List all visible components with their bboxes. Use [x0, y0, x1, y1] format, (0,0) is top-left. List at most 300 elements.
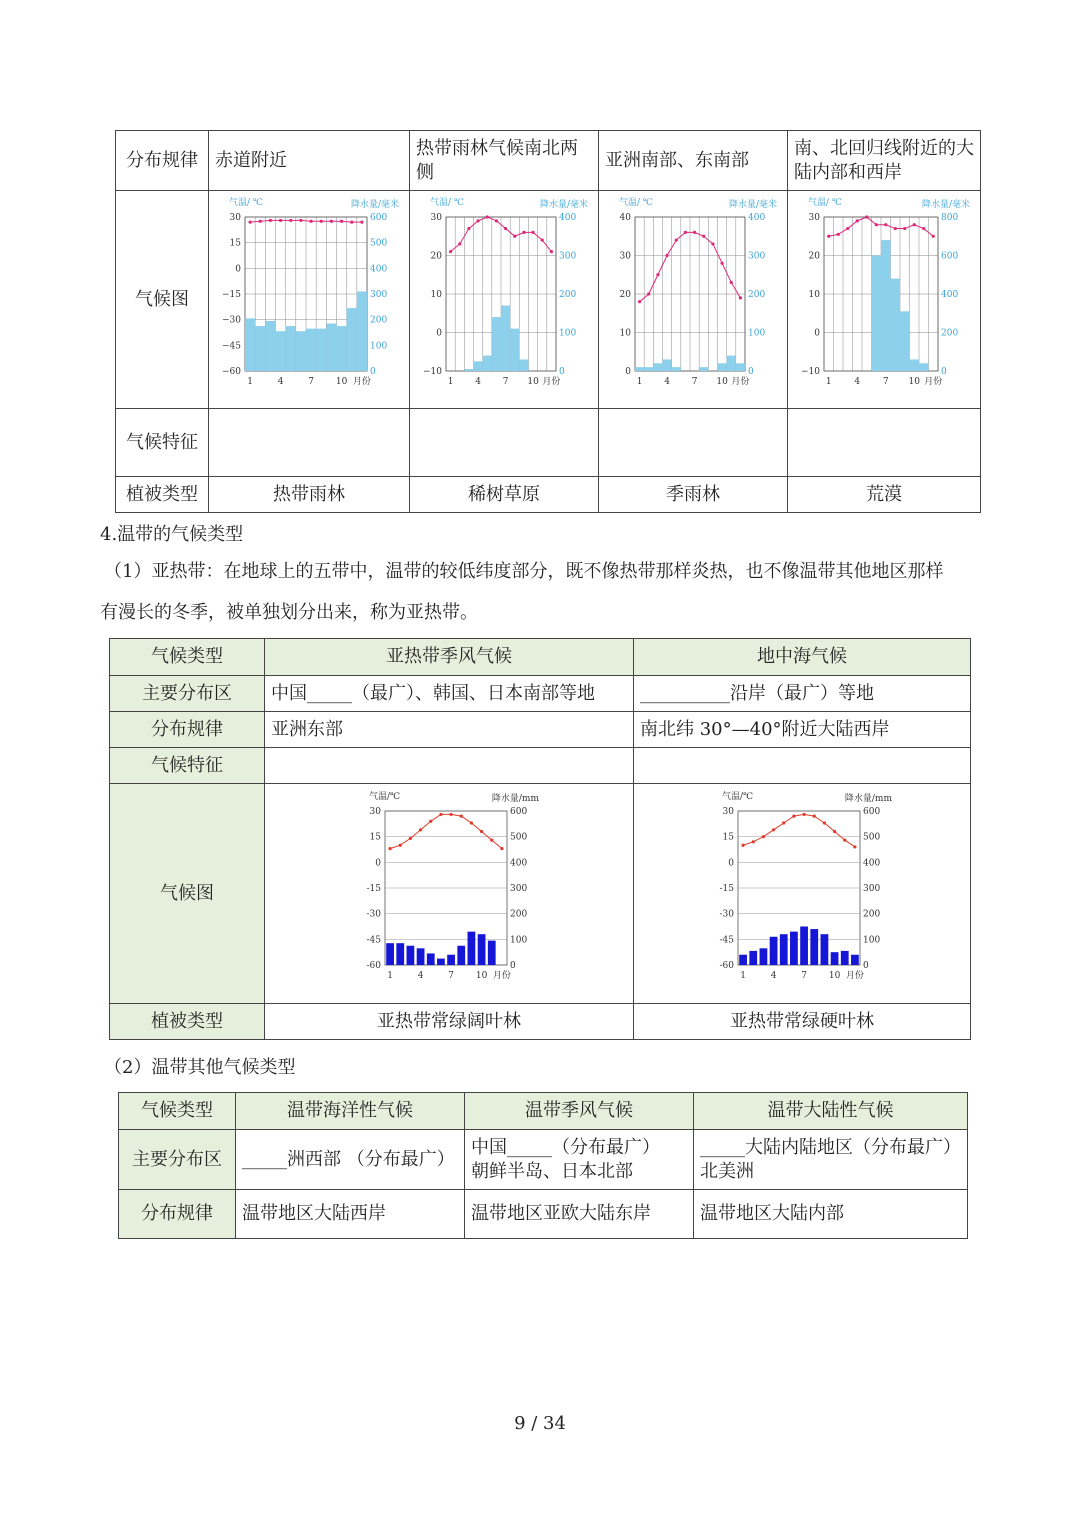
temp-axis-label: 气温/ ℃	[229, 198, 263, 208]
precip-tick-label: 600	[370, 213, 388, 223]
climate-chart-savanna	[410, 191, 598, 401]
temp-point	[684, 231, 687, 234]
temp-point	[330, 220, 333, 223]
tropical-climate-table	[115, 130, 981, 513]
x-axis-label: 月份	[731, 377, 750, 387]
x-axis-label: 月份	[845, 971, 864, 981]
temp-tick-label: 10	[619, 328, 631, 339]
cell-line: _____大陆内陆地区（分布最广）	[700, 1136, 961, 1158]
precip-bar	[821, 934, 829, 965]
subtropical-climate-table	[109, 638, 971, 1040]
precip-bar	[357, 291, 367, 371]
temp-tick-label: -30	[366, 909, 381, 920]
precip-axis-label: 降水量/毫米	[350, 200, 399, 210]
temp-tick-label: -60	[366, 961, 381, 971]
temp-point	[846, 227, 849, 230]
temp-tick-label: 30	[369, 807, 381, 817]
temp-point	[486, 215, 489, 218]
header-cell: 亚热带季风气候	[265, 639, 634, 676]
precip-bar	[306, 329, 316, 371]
row-header-distribution: 分布规律	[116, 131, 209, 191]
row-header: 主要分布区	[119, 1130, 236, 1190]
temp-point	[541, 239, 544, 242]
precip-tick-label: 200	[510, 909, 528, 920]
cell-line: 北美洲	[700, 1160, 754, 1182]
precip-bar	[386, 943, 394, 965]
precip-bar	[891, 279, 901, 371]
precip-bar	[749, 951, 757, 965]
vegetation-cell: 亚热带常绿阔叶林	[265, 1004, 634, 1040]
temp-point	[409, 837, 412, 840]
temp-tick-label: 20	[430, 251, 442, 262]
precip-bar	[727, 356, 736, 371]
precip-tick-label: 400	[370, 264, 388, 275]
precip-bar	[851, 955, 859, 965]
temp-tick-label: 30	[619, 251, 631, 262]
temp-point	[458, 242, 461, 245]
temp-point	[802, 813, 805, 816]
temp-point	[399, 844, 402, 847]
precip-bar	[810, 929, 818, 965]
climate-chart-monsoon	[599, 191, 787, 401]
precip-axis-label: 降水量/mm	[844, 794, 892, 804]
row-header: 气候特征	[110, 748, 265, 784]
x-tick-label: 10	[828, 971, 841, 981]
precip-tick-label: 100	[370, 341, 388, 352]
precip-bar	[910, 359, 920, 371]
x-tick-label: 10	[475, 971, 488, 981]
precip-axis-label: 降水量/mm	[491, 794, 539, 804]
temp-point	[522, 231, 525, 234]
precip-tick-label: 0	[370, 367, 376, 377]
climate-chart-rainforest	[209, 191, 409, 401]
temp-point	[513, 235, 516, 238]
climate-chart-desert	[788, 191, 980, 401]
precip-tick-label: 100	[510, 935, 528, 946]
precip-tick-label: 0	[863, 961, 869, 971]
precip-bar	[831, 952, 839, 965]
precip-tick-label: 500	[863, 832, 881, 843]
precip-bar	[457, 946, 465, 965]
x-axis-label: 月份	[492, 971, 511, 981]
paragraph-line: （1）亚热带：在地球上的五带中，温带的较低纬度部分，既不像热带那样炎热，也不像温带其他地区那样	[104, 561, 944, 582]
table-cell: __________沿岸（最广）等地	[634, 676, 971, 712]
temp-point	[309, 220, 312, 223]
precip-tick-label: 0	[941, 367, 947, 377]
paragraph-line: 有漫长的冬季，被单独划分出来，称为亚热带。	[100, 602, 478, 623]
temp-point	[299, 219, 302, 222]
precip-tick-label: 300	[559, 251, 577, 262]
temp-point	[903, 227, 906, 230]
precip-bar	[326, 324, 336, 371]
temp-point	[360, 221, 363, 224]
temp-point	[350, 221, 353, 224]
x-tick-label: 7	[502, 377, 509, 387]
precip-bar	[447, 955, 455, 965]
row-header: 主要分布区	[110, 676, 265, 712]
temp-tick-label: −60	[222, 367, 241, 377]
temp-point	[720, 262, 723, 265]
temp-point	[813, 815, 816, 818]
precip-axis-label: 降水量/毫米	[728, 200, 777, 210]
precip-tick-label: 300	[748, 251, 766, 262]
table-cell	[634, 748, 971, 784]
precip-tick-label: 400	[863, 858, 881, 869]
temp-point	[894, 227, 897, 230]
temp-tick-label: 0	[375, 858, 381, 869]
x-tick-label: 7	[801, 971, 807, 981]
climate-chart-mediterranean	[702, 785, 902, 995]
temp-point	[449, 813, 452, 816]
x-tick-label: 7	[882, 377, 889, 387]
temp-point	[467, 227, 470, 230]
precip-bar	[286, 326, 296, 371]
header-cell: 气候类型	[110, 639, 265, 676]
x-tick-label: 4	[277, 377, 284, 387]
temp-tick-label: 30	[229, 213, 241, 223]
page-number: 9 / 34	[514, 1413, 566, 1434]
header-cell: 温带大陆性气候	[694, 1093, 968, 1130]
x-tick-label: 7	[691, 377, 698, 387]
distribution-cell: 热带雨林气候南北两侧	[410, 131, 599, 191]
distribution-cell: 亚洲南部、东南部	[599, 131, 788, 191]
temp-point	[289, 219, 292, 222]
precip-tick-label: 600	[941, 251, 959, 262]
precip-tick-label: 800	[941, 213, 959, 223]
temp-point	[752, 840, 755, 843]
temp-point	[665, 254, 668, 257]
precip-tick-label: 600	[510, 807, 528, 817]
temp-point	[843, 838, 846, 841]
temp-tick-label: 15	[369, 832, 381, 843]
x-tick-label: 10	[908, 377, 920, 387]
precip-tick-label: 100	[559, 328, 577, 339]
precip-tick-label: 100	[863, 935, 881, 946]
temp-tick-label: 15	[722, 832, 734, 843]
precip-bar	[736, 363, 745, 371]
temp-tick-label: −10	[801, 367, 820, 377]
temp-axis-label: 气温/℃	[722, 792, 754, 802]
temp-point	[449, 250, 452, 253]
temp-point	[248, 221, 251, 224]
temp-point	[913, 223, 916, 226]
temp-point	[833, 830, 836, 833]
temp-tick-label: 30	[722, 807, 734, 817]
temp-point	[500, 847, 503, 850]
x-tick-label: 4	[770, 971, 777, 981]
precip-tick-label: 200	[941, 328, 959, 339]
temp-point	[504, 227, 507, 230]
temp-tick-label: 30	[808, 213, 820, 223]
precip-bar	[478, 934, 486, 965]
precip-bar	[468, 932, 476, 965]
row-header: 分布规律	[119, 1190, 236, 1239]
table-cell: 亚洲东部	[265, 712, 634, 748]
precip-bar	[492, 317, 501, 371]
precip-tick-label: 500	[510, 832, 528, 843]
table-cell: 温带地区大陆内部	[694, 1190, 968, 1239]
precip-bar	[464, 369, 473, 371]
temp-point	[656, 273, 659, 276]
precip-bar	[760, 948, 768, 965]
temp-tick-label: 40	[619, 213, 631, 223]
x-tick-label: 1	[447, 377, 454, 387]
feature-cell	[599, 409, 788, 477]
precip-tick-label: 100	[748, 328, 766, 339]
precip-bar	[672, 367, 681, 371]
precip-bar	[663, 359, 672, 371]
distribution-cell: 赤道附近	[209, 131, 410, 191]
vegetation-cell: 稀树草原	[410, 477, 599, 513]
header-cell: 地中海气候	[634, 639, 971, 676]
table-cell: 中国_____（最广）、韩国、日本南部等地	[265, 676, 634, 712]
precip-axis-label: 降水量/毫米	[921, 200, 970, 210]
temp-point	[782, 821, 785, 824]
header-cell: 温带季风气候	[465, 1093, 694, 1130]
temp-point	[388, 847, 391, 850]
temp-tick-label: 15	[229, 238, 241, 249]
precip-bar	[644, 367, 653, 371]
x-axis-label: 月份	[542, 377, 561, 387]
temp-point	[875, 223, 878, 226]
vegetation-cell: 季雨林	[599, 477, 788, 513]
temp-tick-label: −45	[222, 341, 241, 352]
temp-point	[495, 219, 498, 222]
temp-tick-label: 0	[436, 328, 442, 339]
temp-axis-label: 气温/℃	[369, 792, 401, 802]
precip-bar	[488, 941, 496, 965]
feature-cell	[209, 409, 410, 477]
temp-point	[419, 828, 422, 831]
vegetation-cell: 亚热带常绿硬叶林	[634, 1004, 971, 1040]
x-tick-label: 4	[664, 377, 670, 387]
row-header-chart: 气候图	[116, 191, 209, 409]
temp-tick-label: −15	[222, 290, 241, 300]
temp-point	[856, 219, 859, 222]
row-header: 分布规律	[110, 712, 265, 748]
precip-axis-label: 降水量/毫米	[539, 200, 588, 210]
precip-tick-label: 200	[370, 315, 388, 326]
precip-tick-label: 300	[510, 884, 528, 894]
x-tick-label: 10	[716, 377, 728, 387]
temp-tick-label: 10	[808, 290, 820, 300]
x-tick-label: 4	[417, 971, 424, 981]
x-tick-label: 4	[854, 377, 861, 387]
row-header-feature: 气候特征	[116, 409, 209, 477]
temp-point	[730, 281, 733, 284]
precip-bar	[519, 359, 528, 371]
vegetation-cell: 荒漠	[788, 477, 981, 513]
temp-point	[531, 231, 534, 234]
precip-bar	[510, 329, 519, 371]
temp-point	[827, 235, 830, 238]
cell-line: 朝鲜半岛、日本北部	[471, 1160, 633, 1182]
temp-tick-label: -45	[719, 935, 734, 946]
precip-bar	[276, 331, 286, 371]
precip-bar	[501, 306, 510, 371]
precip-tick-label: 400	[748, 213, 766, 223]
precip-bar	[635, 367, 644, 371]
temp-tick-label: 0	[235, 264, 241, 275]
precip-bar	[900, 311, 910, 371]
x-tick-label: 1	[636, 377, 643, 387]
temp-point	[638, 300, 641, 303]
temp-point	[279, 219, 282, 222]
temp-point	[320, 220, 323, 223]
temp-tick-label: -60	[719, 961, 734, 971]
precip-bar	[699, 367, 708, 371]
temp-point	[702, 235, 705, 238]
precip-bar	[653, 363, 662, 371]
temp-point	[259, 220, 262, 223]
temp-tick-label: −10	[423, 367, 442, 377]
temp-point	[476, 219, 479, 222]
precip-tick-label: 0	[510, 961, 516, 971]
temp-point	[269, 219, 272, 222]
precip-tick-label: 300	[863, 884, 881, 894]
section-title: 4.温带的气候类型	[100, 524, 244, 545]
precip-tick-label: 0	[748, 367, 754, 377]
temp-tick-label: -30	[719, 909, 734, 920]
temp-point	[837, 233, 840, 236]
row-header: 植被类型	[110, 1004, 265, 1040]
x-tick-label: 4	[475, 377, 481, 387]
temp-point	[823, 821, 826, 824]
table-cell: 温带地区大陆西岸	[236, 1190, 465, 1239]
precip-bar	[255, 326, 265, 371]
temp-point	[932, 235, 935, 238]
precip-tick-label: 500	[370, 238, 388, 249]
temp-point	[762, 835, 765, 838]
x-tick-label: 10	[527, 377, 539, 387]
precip-bar	[841, 951, 849, 965]
precip-bar	[347, 308, 357, 371]
temp-tick-label: −30	[222, 315, 241, 326]
temp-line	[390, 814, 502, 848]
precip-tick-label: 400	[941, 290, 959, 300]
precip-bar	[407, 946, 415, 965]
climate-chart-subtropical-monsoon	[349, 785, 549, 995]
temp-point	[741, 844, 744, 847]
precip-bar	[337, 326, 347, 371]
x-axis-label: 月份	[924, 377, 943, 387]
precip-tick-label: 200	[863, 909, 881, 920]
temp-point	[460, 815, 463, 818]
row-header: 气候图	[110, 784, 265, 1004]
x-tick-label: 1	[247, 377, 253, 387]
precip-tick-label: 400	[510, 858, 528, 869]
x-tick-label: 1	[387, 971, 393, 981]
precip-tick-label: 200	[559, 290, 577, 300]
temp-point	[693, 231, 696, 234]
table-cell	[694, 1130, 968, 1190]
feature-cell	[410, 409, 599, 477]
temp-point	[429, 820, 432, 823]
precip-bar	[881, 240, 891, 371]
header-cell: 温带海洋性气候	[236, 1093, 465, 1130]
feature-cell	[788, 409, 981, 477]
temp-point	[853, 845, 856, 848]
temp-point	[480, 830, 483, 833]
temp-point	[550, 250, 553, 253]
temp-tick-label: 0	[728, 858, 734, 869]
vegetation-cell: 热带雨林	[209, 477, 410, 513]
precip-bar	[919, 363, 929, 371]
precip-tick-label: 200	[748, 290, 766, 300]
precip-bar	[770, 937, 778, 965]
table-cell: 南北纬 30°—40°附近大陆西岸	[634, 712, 971, 748]
temp-tick-label: 0	[625, 367, 631, 377]
temp-point	[340, 220, 343, 223]
table-cell	[265, 748, 634, 784]
temp-tick-label: 0	[814, 328, 820, 339]
header-cell: 气候类型	[119, 1093, 236, 1130]
temp-axis-label: 气温/ ℃	[619, 198, 653, 208]
temp-point	[439, 813, 442, 816]
temp-point	[865, 215, 868, 218]
precip-tick-label: 300	[370, 290, 388, 300]
precip-bar	[739, 955, 747, 965]
temp-line	[743, 814, 855, 847]
precip-bar	[296, 331, 306, 371]
temp-tick-label: 20	[808, 251, 820, 262]
precip-bar	[437, 959, 445, 965]
precip-bar	[800, 927, 808, 966]
temp-point	[711, 242, 714, 245]
precip-bar	[427, 953, 435, 965]
temp-tick-label: 10	[430, 290, 442, 300]
temp-tick-label: -15	[719, 884, 734, 894]
temp-tick-label: -15	[366, 884, 381, 894]
table-cell: 温带地区亚欧大陆东岸	[465, 1190, 694, 1239]
cell-line: _____洲西部 （分布最广）	[242, 1148, 455, 1170]
temp-axis-label: 气温/ ℃	[430, 198, 464, 208]
precip-bar	[417, 948, 425, 965]
temp-point	[792, 815, 795, 818]
precip-tick-label: 600	[863, 807, 881, 817]
precip-bar	[718, 363, 727, 371]
temp-point	[675, 239, 678, 242]
x-tick-label: 1	[740, 971, 746, 981]
precip-bar	[780, 934, 788, 965]
temp-point	[470, 821, 473, 824]
precip-bar	[245, 318, 255, 371]
precip-bar	[265, 321, 275, 371]
temp-point	[739, 296, 742, 299]
row-header-vegetation: 植被类型	[116, 477, 209, 513]
temp-point	[922, 227, 925, 230]
temperate-climate-table	[118, 1092, 968, 1239]
temp-tick-label: 30	[430, 213, 442, 223]
precip-bar	[396, 943, 404, 965]
table-cell	[236, 1130, 465, 1190]
temp-tick-label: -45	[366, 935, 381, 946]
precip-bar	[316, 329, 326, 371]
x-tick-label: 10	[335, 377, 348, 387]
precip-tick-label: 400	[559, 213, 577, 223]
precip-bar	[872, 256, 882, 372]
temp-point	[884, 223, 887, 226]
temp-tick-label: 20	[619, 290, 631, 300]
precip-bar	[474, 361, 483, 371]
temp-point	[772, 828, 775, 831]
cell-line: 中国_____（分布最广）	[471, 1136, 660, 1158]
x-axis-label: 月份	[352, 377, 371, 387]
x-tick-label: 7	[448, 971, 454, 981]
x-tick-label: 1	[825, 377, 832, 387]
table-cell	[465, 1130, 694, 1190]
precip-bar	[790, 932, 798, 965]
